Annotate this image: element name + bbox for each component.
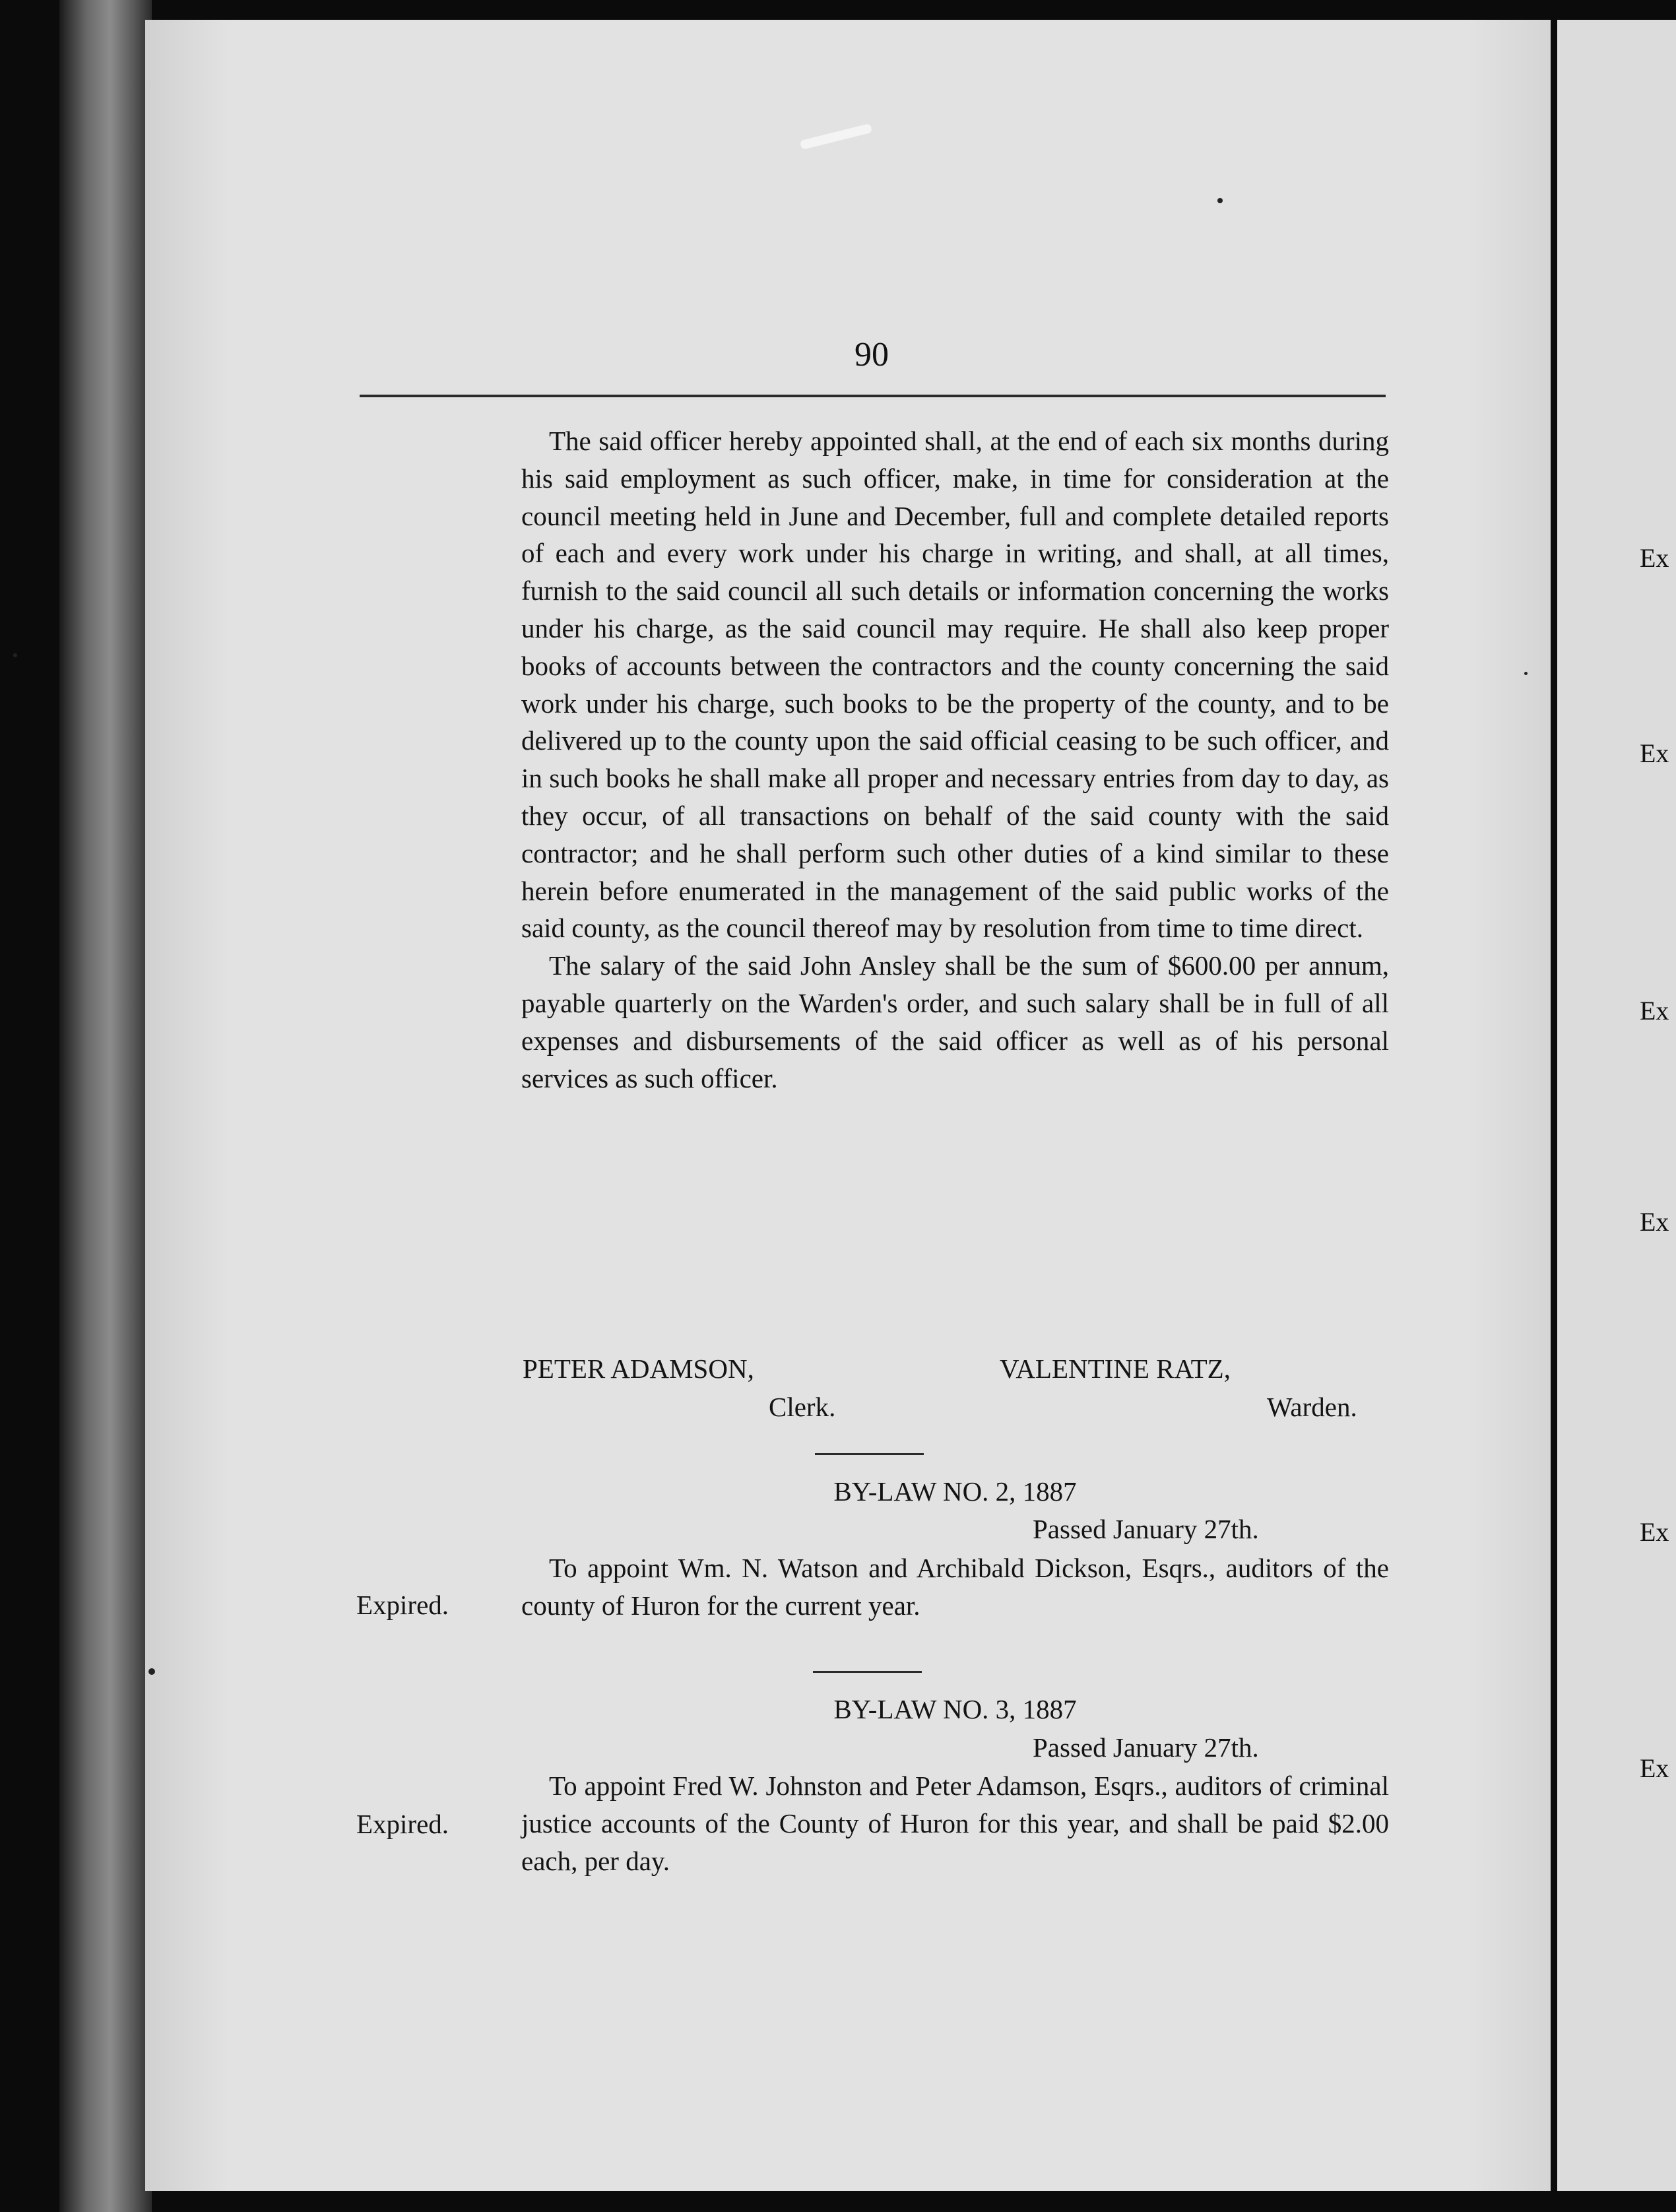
- bylaw-heading: BY-LAW NO. 2, 1887: [833, 1476, 1077, 1507]
- section-divider: [813, 1671, 922, 1673]
- bylaw-text: To appoint Wm. N. Watson and Archibald Dickson, Esqrs., auditors of the county of Huron for the current year.: [521, 1553, 1389, 1621]
- bylaw-text: To appoint Fred W. Johnston and Peter Adamson, Esqrs., auditors of criminal justice accounts of the County of Huron for this year, and shall be paid $2.00 each, per day.: [521, 1771, 1389, 1876]
- adjacent-page-fragment: Ex: [1640, 543, 1669, 573]
- bylaw-passed-date: Passed January 27th.: [1033, 1514, 1259, 1544]
- adjacent-page-fragment: Ex: [1640, 1753, 1669, 1783]
- adjacent-page-fragment: Ex: [1640, 738, 1669, 768]
- adjacent-page-fragment: Ex: [1640, 996, 1669, 1025]
- book-binding: [59, 0, 152, 2212]
- bylaw-passed-date: Passed January 27th.: [1033, 1732, 1259, 1763]
- adjacent-page-fragment: Ex: [1640, 1517, 1669, 1547]
- section-divider: [815, 1453, 924, 1455]
- scan-speck: [148, 1668, 155, 1675]
- clerk-title: Clerk.: [769, 1392, 836, 1422]
- header-rule: [360, 395, 1386, 397]
- body-paragraph: The said officer hereby appointed shall, at the end of each six months during his said employment as such officer, make, in time for consideration at the council meeting held in June and December, full and complete detailed reports of each and every work under his charge in writing, and shall, at all times, furnish to the said council all such details or information concerning the works under his charge, as the said council may require. He shall also keep proper books of accounts between the contractors and the county concerning the said work under his charge, such books to be the property of the county, and to be delivered up to the county upon the said official ceasing to be such officer, and in such books he shall make all proper and necessary entries from day to day, as they occur, of all transactions on behalf of the said county with the said contractor; and he shall perform such other duties of a kind similar to these herein before enumerated in the management of the said public works of the said county, as the council thereof may by resolution from time to time direct.: [521, 426, 1389, 944]
- scan-speck: [1524, 672, 1528, 675]
- scan-speck: [13, 653, 17, 657]
- warden-name: VALENTINE RATZ,: [1000, 1353, 1231, 1384]
- bylaw-margin-note: Expired.: [356, 1590, 449, 1620]
- scan-speck: [1217, 198, 1223, 203]
- page-number: 90: [854, 336, 889, 374]
- body-text: [521, 422, 1389, 1097]
- adjacent-page-edge: [1557, 20, 1676, 2191]
- bylaw-margin-note: Expired.: [356, 1809, 449, 1839]
- adjacent-page-fragment: Ex: [1640, 1207, 1669, 1237]
- clerk-name: PETER ADAMSON,: [523, 1353, 754, 1384]
- bylaw-heading: BY-LAW NO. 3, 1887: [833, 1694, 1077, 1724]
- body-paragraph: The salary of the said John Ansley shall be the sum of $600.00 per annum, payable quarterly on the Warden's order, and such salary shall be in full of all expenses and disbursements of the said officer as well as of his personal services as such officer.: [521, 950, 1389, 1093]
- warden-title: Warden.: [1267, 1392, 1357, 1422]
